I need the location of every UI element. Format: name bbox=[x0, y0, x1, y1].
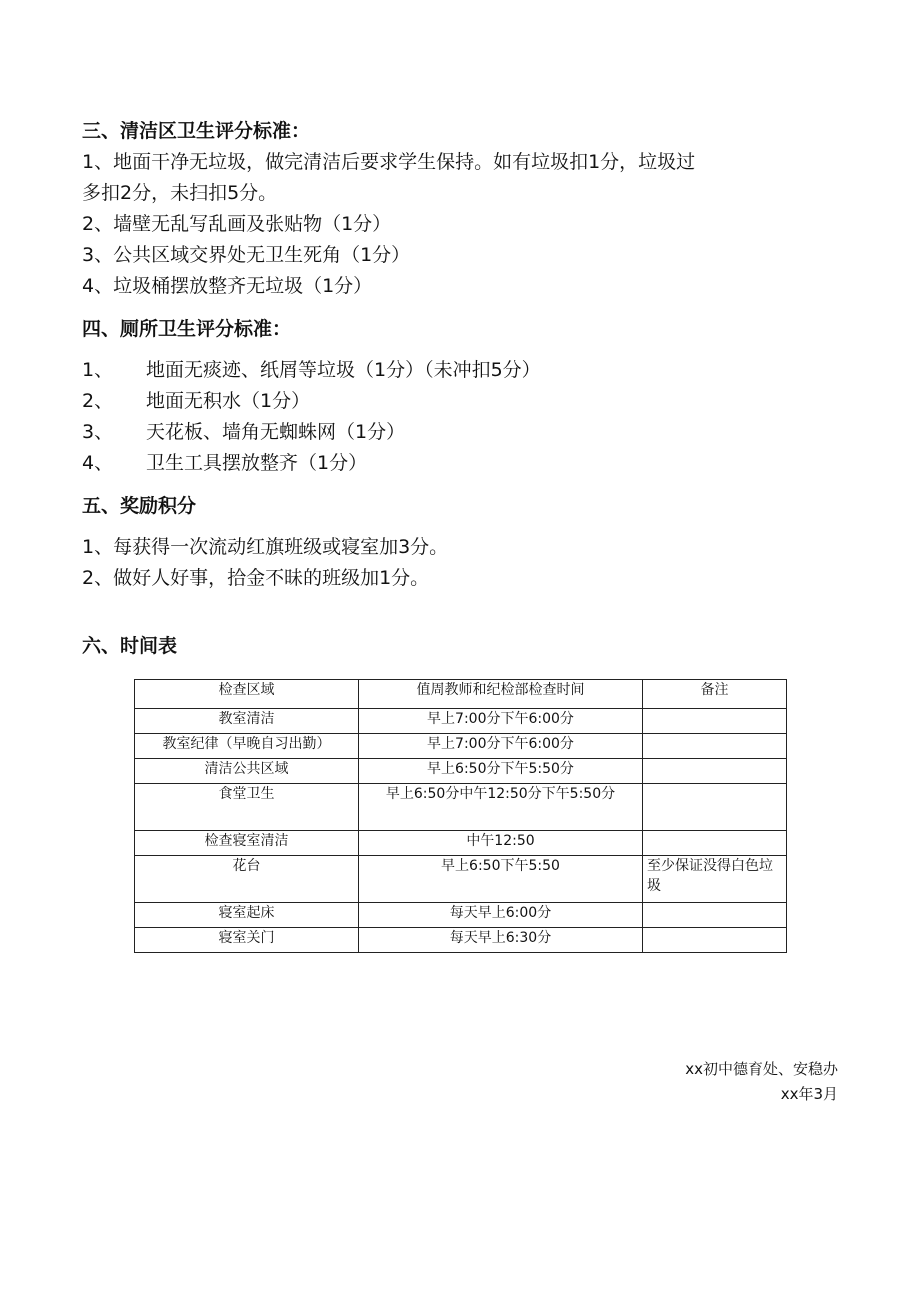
section3-item3: 3、公共区域交界处无卫生死角（1分） bbox=[82, 244, 411, 266]
table-row bbox=[135, 928, 787, 953]
table-row bbox=[135, 784, 787, 831]
cell-time: 中午12:50 bbox=[359, 831, 643, 856]
cell-time: 每天早上6:30分 bbox=[359, 928, 643, 953]
table-row bbox=[135, 903, 787, 928]
section4-item-text: 地面无积水（1分） bbox=[146, 390, 311, 412]
section4-item-number: 1、 bbox=[82, 359, 114, 381]
column-header-note: 备注 bbox=[643, 680, 787, 709]
cell-area: 清洁公共区域 bbox=[135, 759, 359, 784]
section4-title: 四、厕所卫生评分标准： bbox=[82, 318, 292, 340]
signature-date: xx年3月 bbox=[780, 1085, 838, 1103]
cell-area: 食堂卫生 bbox=[135, 784, 359, 831]
section3-item1-line1: 1、地面干净无垃圾，做完清洁后要求学生保持。如有垃圾扣1分，垃圾过 bbox=[82, 151, 696, 173]
cell-time: 早上7:00分下午6:00分 bbox=[359, 734, 643, 759]
section4-item-text: 天花板、墙角无蜘蛛网（1分） bbox=[146, 421, 406, 443]
section6-title: 六、时间表 bbox=[82, 635, 178, 657]
cell-note: 至少保证没得白色垃圾 bbox=[643, 856, 787, 903]
table-row bbox=[135, 709, 787, 734]
cell-area: 寝室关门 bbox=[135, 928, 359, 953]
section3-item4: 4、垃圾桶摆放整齐无垃圾（1分） bbox=[82, 275, 373, 297]
column-header-area: 检查区域 bbox=[135, 680, 359, 709]
table-row bbox=[135, 759, 787, 784]
table-row bbox=[135, 856, 787, 903]
section3-item1-line2: 多扣2分，未扫扣5分。 bbox=[82, 182, 278, 204]
cell-area: 寝室起床 bbox=[135, 903, 359, 928]
cell-area: 教室清洁 bbox=[135, 709, 359, 734]
cell-time: 早上6:50下午5:50 bbox=[359, 856, 643, 903]
cell-note bbox=[643, 903, 787, 928]
section4-item-number: 3、 bbox=[82, 421, 114, 443]
cell-time: 早上6:50分中午12:50分下午5:50分 bbox=[359, 784, 643, 831]
cell-area: 花台 bbox=[135, 856, 359, 903]
column-header-time: 值周教师和纪检部检查时间 bbox=[359, 680, 643, 709]
cell-note bbox=[643, 784, 787, 831]
section4-item-number: 2、 bbox=[82, 390, 114, 412]
schedule-table bbox=[134, 679, 787, 953]
section3-item2: 2、墙壁无乱写乱画及张贴物（1分） bbox=[82, 213, 392, 235]
cell-time: 每天早上6:00分 bbox=[359, 903, 643, 928]
cell-note bbox=[643, 709, 787, 734]
section3-title: 三、清洁区卫生评分标准： bbox=[82, 120, 311, 142]
section4-item-text: 卫生工具摆放整齐（1分） bbox=[146, 452, 368, 474]
cell-area: 教室纪律（早晚自习出勤） bbox=[135, 734, 359, 759]
section5-title: 五、奖励积分 bbox=[82, 495, 197, 517]
table-row bbox=[135, 831, 787, 856]
cell-note bbox=[643, 759, 787, 784]
cell-note bbox=[643, 831, 787, 856]
section5-item1: 1、每获得一次流动红旗班级或寝室加3分。 bbox=[82, 536, 449, 558]
section4-item-text: 地面无痰迹、纸屑等垃圾（1分）（未冲扣5分） bbox=[146, 359, 541, 381]
cell-time: 早上6:50分下午5:50分 bbox=[359, 759, 643, 784]
section5-item2: 2、做好人好事，拾金不昧的班级加1分。 bbox=[82, 567, 430, 589]
cell-note bbox=[643, 928, 787, 953]
signature-org: xx初中德育处、安稳办 bbox=[685, 1060, 838, 1078]
cell-note bbox=[643, 734, 787, 759]
cell-area: 检查寝室清洁 bbox=[135, 831, 359, 856]
section4-item-number: 4、 bbox=[82, 452, 114, 474]
table-row bbox=[135, 734, 787, 759]
table-header-row bbox=[135, 680, 787, 709]
cell-time: 早上7:00分下午6:00分 bbox=[359, 709, 643, 734]
